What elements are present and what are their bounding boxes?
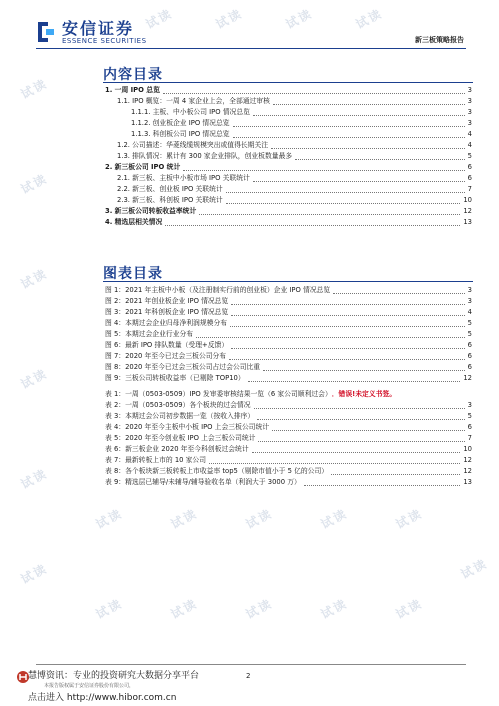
toc-item[interactable]: 2. 新三板公司 IPO 统计 6 (105, 163, 472, 171)
figure-item[interactable]: 图 9：三板公司转板收益率（已剔除 TOP10） 12 (105, 374, 472, 382)
toc-divider (103, 82, 473, 83)
bookmark-error: ．错误!未定义书签。 (331, 390, 397, 398)
table-item[interactable]: 表 7：最新转板上市的 10 家公司 12 (105, 456, 472, 464)
watermark: 试读 (458, 556, 490, 582)
table-item[interactable]: 表 3：本期过会公司初步数据一览（按收入排序） 5 (105, 412, 472, 420)
table-item[interactable]: 表 5：2020 年至今创业板 IPO 上会三板公司统计 7 (105, 434, 472, 442)
watermark: 试读 (283, 6, 315, 32)
report-type-tag: 新三板策略报告 (415, 36, 464, 44)
watermark: 试读 (318, 506, 350, 532)
watermark: 试读 (143, 6, 175, 32)
toc-item[interactable]: 1.1. IPO 概览：一周 4 家企业上会，全部通过审核 3 (117, 97, 472, 105)
watermark: 试读 (93, 596, 125, 622)
toc-item[interactable]: 4. 精选层相关情况 13 (105, 218, 472, 226)
brand-name-en: ESSENCE SECURITIES (62, 37, 147, 45)
watermark: 试读 (18, 366, 50, 392)
toc-item[interactable]: 1.1.2. 创业板企业 IPO 情况总览 3 (131, 119, 472, 127)
toc-item[interactable]: 1.2. 公司描述：华菱线缆规模突出或值得长期关注 4 (117, 141, 472, 149)
table-item[interactable]: 表 9：精选层已辅导/未辅导/辅导验收名单（利润大于 3000 万） 13 (105, 478, 472, 486)
watermark: 试读 (18, 561, 50, 587)
figure-item[interactable]: 图 5：本期过会企业行业分布 5 (105, 330, 472, 338)
watermark: 试读 (18, 76, 50, 102)
toc-item[interactable]: 2.3. 新三板、科创板 IPO 关联统计 10 (117, 196, 472, 204)
footer-link[interactable]: 点击进入 http://www.hibor.com.cn (28, 693, 177, 703)
watermark: 试读 (393, 506, 425, 532)
brand-name: 安信证券 (62, 19, 135, 38)
lof-divider (103, 281, 473, 282)
watermark: 试读 (168, 596, 200, 622)
header-divider (36, 48, 466, 49)
watermark: 试读 (243, 596, 275, 622)
figure-item[interactable]: 图 2：2021 年创业板企业 IPO 情况总览 3 (105, 297, 472, 305)
watermark: 试读 (18, 266, 50, 292)
figure-item[interactable]: 图 4：本期过会企业归母净利润规模分布 5 (105, 319, 472, 327)
footer-disclaimer: 本报告版权属于安信证券股份有限公司， (44, 683, 135, 689)
watermark: 试读 (393, 596, 425, 622)
toc-item[interactable]: 1.1.1. 主板、中小板公司 IPO 情况总览 3 (131, 108, 472, 116)
table-item[interactable]: 表 2：一周（0503-0509）各个板块的过会情况 3 (105, 401, 472, 409)
watermark: 试读 (18, 466, 50, 492)
figure-item[interactable]: 图 3：2021 年科创板企业 IPO 情况总览 4 (105, 308, 472, 316)
table-item[interactable]: 表 8：各个板块新三板转板上市收益率 top5（剔除市值小于 5 亿的公司） 12 (105, 467, 472, 475)
lof-title: 图表目录 (103, 266, 163, 282)
watermark: 试读 (93, 506, 125, 532)
watermark: 试读 (213, 6, 245, 32)
toc-title: 内容目录 (103, 67, 163, 83)
watermark: 试读 (18, 171, 50, 197)
toc-item[interactable]: 2.2. 新三板、创业板 IPO 关联统计 7 (117, 185, 472, 193)
watermark: 试读 (353, 6, 385, 32)
essence-logo-icon (36, 20, 56, 44)
toc-item[interactable]: 1.3. 排队情况：累计有 300 家企业排队，创业板数量最多 5 (117, 152, 472, 160)
table-item[interactable]: 表 1：一周（0503-0509）IPO 发审委审核结果一览（6 家公司顺利过会） ．错误!未定义书签。 (105, 390, 397, 398)
figure-item[interactable]: 图 7：2020 年至今已过会三板公司分布 6 (105, 352, 472, 360)
toc-item[interactable]: 1. 一周 IPO 总览 3 (105, 86, 472, 94)
toc-item[interactable]: 1.1.3. 科创板公司 IPO 情况总览 4 (131, 130, 472, 138)
watermark: 试读 (243, 506, 275, 532)
page-number: 2 (246, 672, 251, 680)
footer-divider (36, 664, 466, 665)
toc-item[interactable]: 3. 新三板公司转板收益率统计 12 (105, 207, 472, 215)
footer-promo-text: 慧博资讯：专业的投资研究大数据分享平台 (28, 671, 200, 681)
table-item[interactable]: 表 4：2020 年至今主板中小板 IPO 上会三板公司统计 6 (105, 423, 472, 431)
figure-item[interactable]: 图 6：最新 IPO 排队数量（受理+反馈） 6 (105, 341, 472, 349)
table-item[interactable]: 表 6：新三板企业 2020 年至今科创板过会统计 10 (105, 445, 472, 453)
figure-item[interactable]: 图 8：2020 年至今已过会三板公司占过会公司比重 6 (105, 363, 472, 371)
watermark: 试读 (168, 506, 200, 532)
watermark: 试读 (318, 596, 350, 622)
toc-item[interactable]: 2.1. 新三板、主板中小板市场 IPO 关联统计 6 (117, 174, 472, 182)
figure-item[interactable]: 图 1：2021 年主板中小板（及注册制实行前的创业板）企业 IPO 情况总览 3 (105, 286, 472, 294)
